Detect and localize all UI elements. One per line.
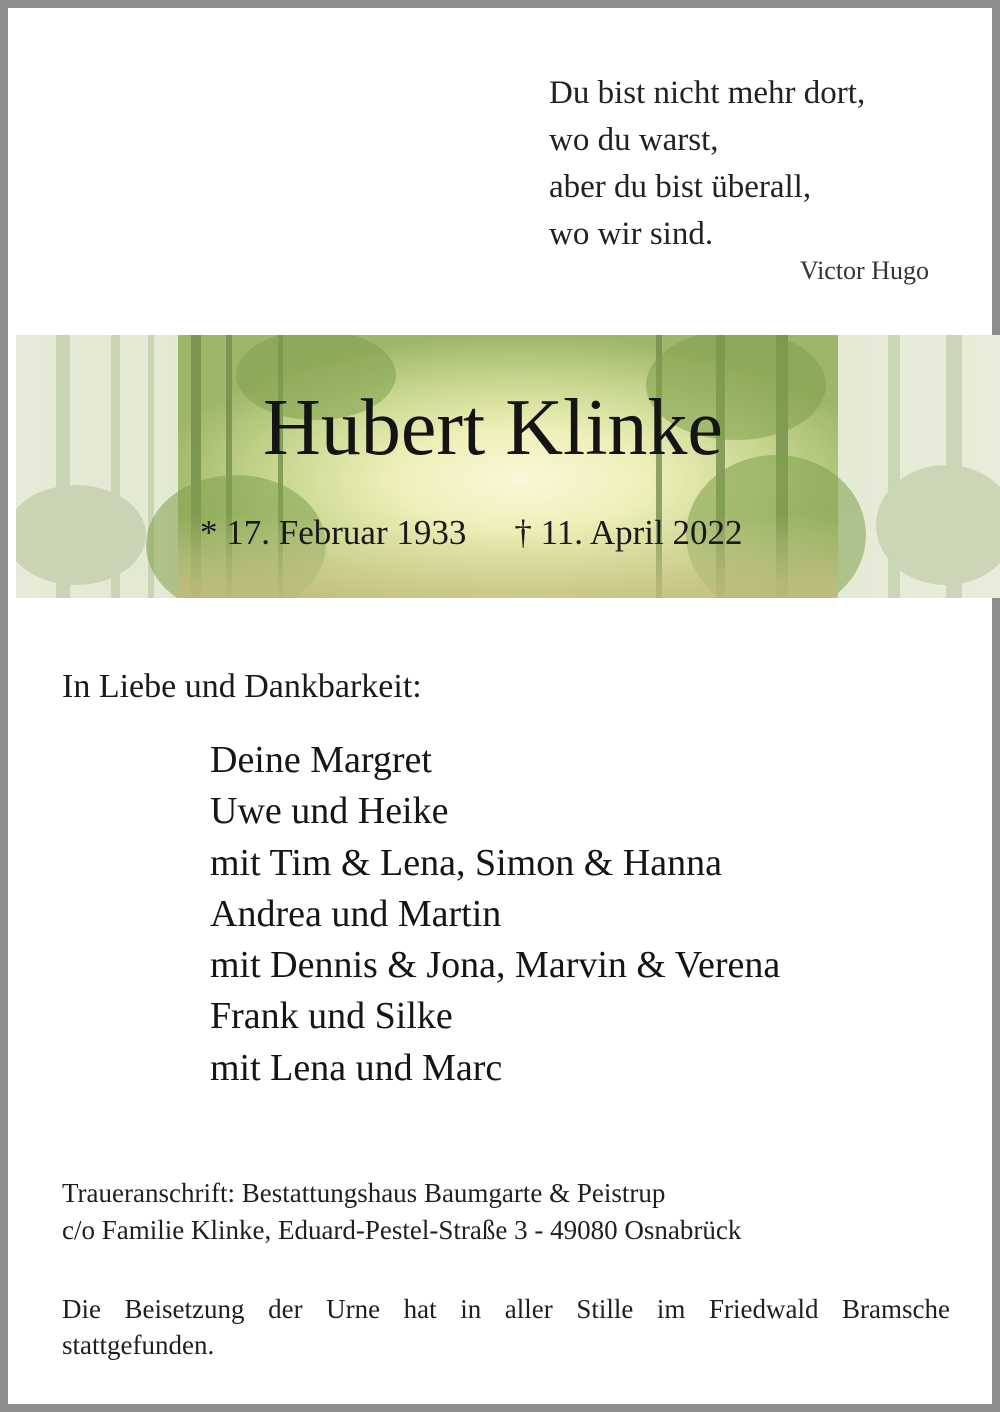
- mourner-line: Deine Margret: [210, 739, 432, 781]
- life-dates: [200, 513, 743, 553]
- mourner-line: mit Lena und Marc: [210, 1046, 503, 1089]
- mourner-line: mit Dennis & Jona, Marvin & Verena: [210, 944, 781, 987]
- death-date: † 11. April 2022: [514, 513, 743, 552]
- quote-line: wo wir sind.: [549, 216, 714, 252]
- mourner-line: Andrea und Martin: [210, 892, 502, 935]
- birth-date: * 17. Februar 1933: [200, 513, 467, 552]
- note-line: Die Beisetzung der Urne hat in aller Stille im Friedwald Bramsche: [62, 1294, 950, 1324]
- thanks-heading: In Liebe und Dankbarkeit:: [62, 668, 422, 705]
- quote-line: wo du warst,: [549, 122, 719, 158]
- mourning-address: [62, 1175, 741, 1249]
- quote-author: Victor Hugo: [799, 256, 929, 285]
- address-line: Traueranschrift: Bestattungshaus Baumgarte & Peistrup: [62, 1178, 666, 1208]
- mourner-line: Uwe und Heike: [210, 790, 449, 833]
- note-line: stattgefunden.: [62, 1330, 215, 1360]
- quote-line: aber du bist überall,: [549, 169, 812, 205]
- quote-line: Du bist nicht mehr dort,: [549, 75, 866, 111]
- deceased-name-text: Hubert Klinke: [263, 384, 723, 472]
- address-line: c/o Familie Klinke, Eduard-Pestel-Straße 3 - 49080 Osnabrück: [62, 1215, 742, 1245]
- forest-banner: [16, 335, 1000, 598]
- quote-block: [549, 70, 969, 258]
- mourners-list: [210, 735, 780, 1094]
- deceased-name: [16, 383, 1000, 474]
- burial-note: [62, 1291, 952, 1363]
- mourner-line: mit Tim & Lena, Simon & Hanna: [210, 841, 722, 884]
- mourner-line: Frank und Silke: [210, 995, 453, 1038]
